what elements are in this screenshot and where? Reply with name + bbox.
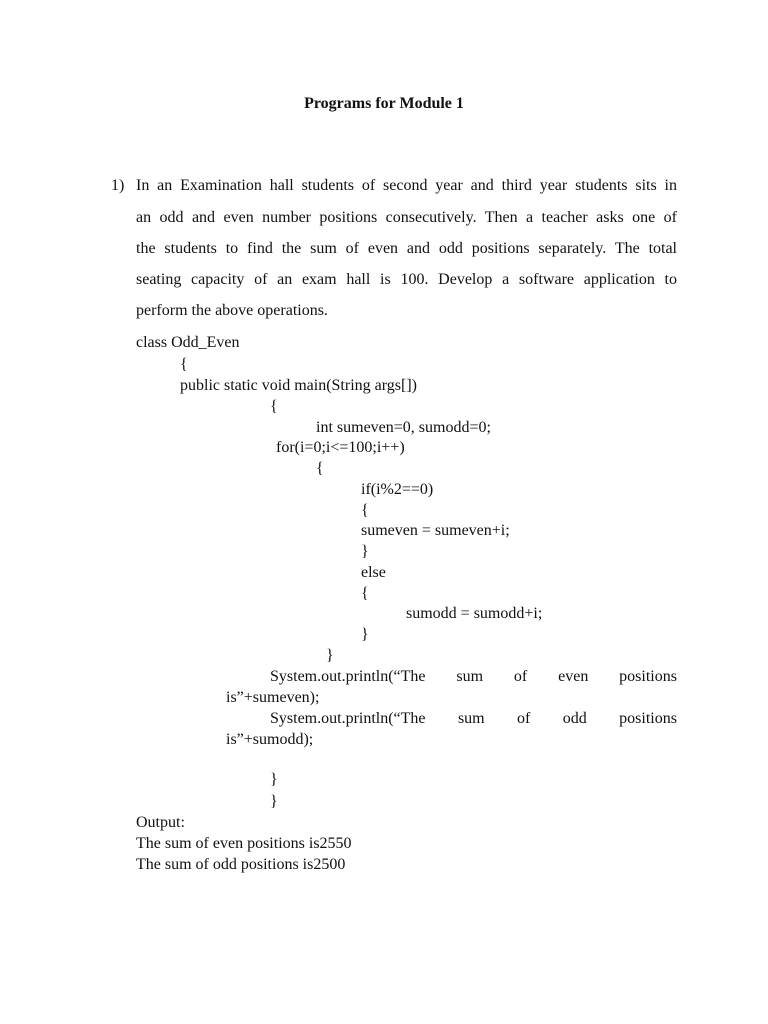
question-line: an odd and even number positions consecutively. Then a teacher asks one of <box>136 209 677 226</box>
code-sumodd-statement: sumodd = sumodd+i; <box>406 605 543 622</box>
code-main-declaration: public static void main(String args[]) <box>180 377 417 394</box>
code-brace-close: } <box>270 793 278 810</box>
code-print-odd-continuation: is”+sumodd); <box>226 731 314 748</box>
page-title: Programs for Module 1 <box>304 95 464 112</box>
code-print-even-line <box>270 667 677 687</box>
code-word: even <box>558 668 589 685</box>
code-print-odd-line <box>270 709 677 729</box>
code-word: of <box>513 668 528 685</box>
code-brace-open: { <box>270 398 278 415</box>
code-word: System.out.println(“The <box>270 710 426 727</box>
question-line: the students to find the sum of even and odd positions separately. The total <box>136 240 677 257</box>
code-word: System.out.println(“The <box>270 668 426 685</box>
question-line: perform the above operations. <box>136 302 328 319</box>
code-brace-open: { <box>316 460 324 477</box>
question-line: seating capacity of an exam hall is 100. Develop a software application to <box>136 271 677 288</box>
code-brace-open: { <box>361 585 369 602</box>
code-print-even-continuation: is”+sumeven); <box>226 689 320 706</box>
code-brace-close: } <box>270 771 278 788</box>
code-class-declaration: class Odd_Even <box>136 334 240 351</box>
code-word: sum <box>457 710 485 727</box>
code-else-keyword: else <box>361 564 386 581</box>
question-line: In an Examination hall students of second year and third year students sits in <box>136 177 677 194</box>
code-brace-close: } <box>361 626 369 643</box>
code-word: positions <box>619 668 677 685</box>
output-line-even: The sum of even positions is2550 <box>136 835 352 852</box>
code-word: of <box>517 710 531 727</box>
code-sumeven-statement: sumeven = sumeven+i; <box>361 522 510 539</box>
code-brace-close: } <box>326 647 334 664</box>
code-brace-close: } <box>361 543 369 560</box>
code-for-statement: for(i=0;i<=100;i++) <box>276 439 405 456</box>
question-number: 1) <box>111 177 125 194</box>
code-word: positions <box>619 710 677 727</box>
code-word: sum <box>456 668 484 685</box>
code-variable-declaration: int sumeven=0, sumodd=0; <box>316 419 491 436</box>
output-line-odd: The sum of odd positions is2500 <box>136 856 346 873</box>
code-brace-open: { <box>361 502 369 519</box>
code-word: odd <box>562 710 587 727</box>
code-brace-open: { <box>180 356 188 373</box>
code-if-statement: if(i%2==0) <box>361 481 434 498</box>
output-label: Output: <box>136 814 185 831</box>
